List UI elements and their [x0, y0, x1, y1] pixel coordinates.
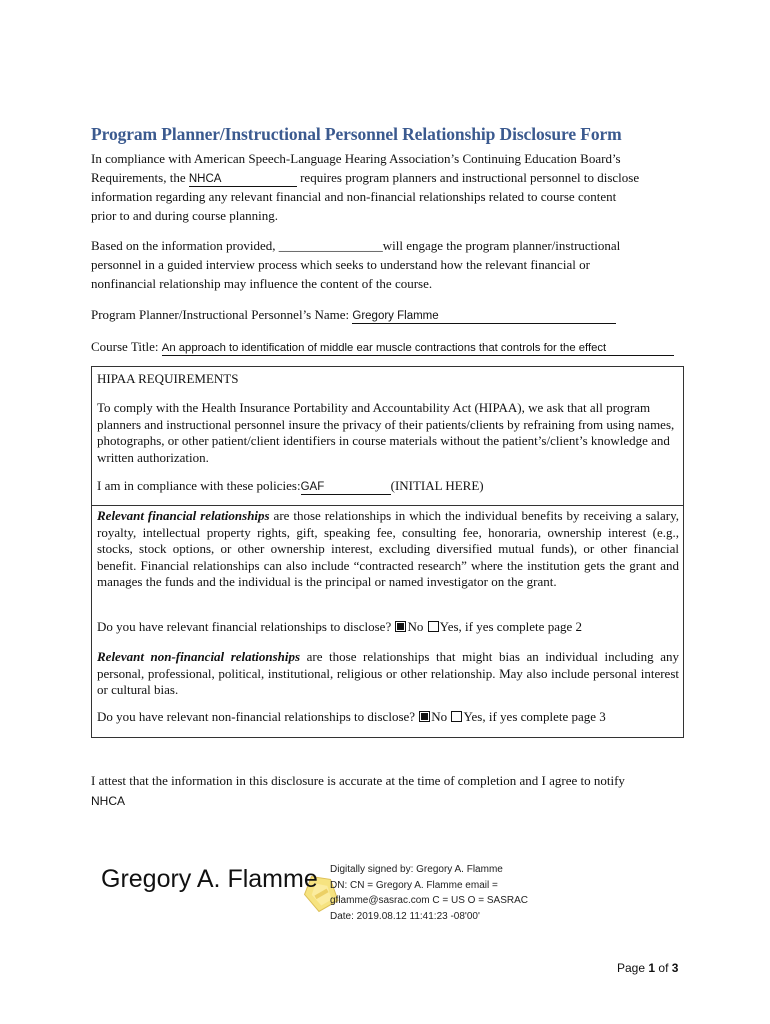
- financial-body: are those relationships in which the individual benefits by receiving a salary, royalty, intellectual property rights, gift, speaking fee, consulting fee, honoraria, ownership interest (e.g., stocks, stock options, or other ownership interest, excluding diversified mutual funds), or other financial benefit. Financial relationships can also include “contracted research” where the institution gets the grant and manages the funds and the individual is the principal or named investigator on the grant.: [97, 508, 679, 589]
- nonfinancial-no-checkbox[interactable]: [419, 711, 430, 722]
- intro-line-3: information regarding any relevant financial and non-financial relationships related to course content: [91, 189, 617, 204]
- attest-statement: [91, 771, 681, 811]
- name-field-label: Program Planner/Instructional Personnel’s Name:: [91, 307, 350, 322]
- financial-no-label: No: [407, 619, 424, 634]
- nonfinancial-question: Do you have relevant non-financial relationships to disclose?: [97, 709, 416, 724]
- intro-line-2: Requirements, the NHCA requires program planners and instructional personnel to disclose: [91, 170, 640, 185]
- nonfinancial-paragraph: [97, 649, 679, 699]
- based-line-2: personnel in a guided interview process which seeks to understand how the relevant financial or: [91, 257, 590, 272]
- name-field-value: Gregory Flamme: [352, 310, 439, 322]
- nonfinancial-term: Relevant non-financial relationships: [97, 649, 301, 664]
- nonfinancial-body: are those relationships that might bias an individual including any personal, professional, political, institutional, religious or other relationship. May also include personal interest or cultural bias.: [97, 649, 679, 697]
- box-divider: [92, 505, 683, 506]
- financial-yes-label: Yes, if yes complete page 2: [439, 619, 582, 634]
- course-title-field[interactable]: [162, 340, 674, 356]
- course-field-label: Course Title:: [91, 339, 159, 354]
- financial-yes-checkbox[interactable]: [428, 621, 439, 632]
- based-line-3: nonfinancial relationship may influence the content of the course.: [91, 276, 433, 291]
- page-footer: [617, 961, 678, 975]
- financial-question-row: [97, 619, 679, 636]
- provider-value: NHCA: [188, 173, 222, 185]
- course-field-row: [91, 337, 691, 356]
- footer-page-total: 3: [671, 961, 679, 975]
- attest-text: I attest that the information in this disclosure is accurate at the time of completion and I agree to notify: [91, 773, 625, 788]
- nonfinancial-no-label: No: [431, 709, 448, 724]
- hipaa-heading: HIPAA REQUIREMENTS: [97, 371, 239, 386]
- name-field[interactable]: [352, 308, 616, 324]
- nonfinancial-yes-checkbox[interactable]: [451, 711, 462, 722]
- nonfinancial-yes-label: Yes, if yes complete page 3: [463, 709, 606, 724]
- footer-page-word: Page: [617, 961, 646, 975]
- compliance-label: I am in compliance with these policies:: [97, 478, 301, 493]
- based-paragraph: [91, 236, 681, 293]
- financial-no-checkbox[interactable]: [395, 621, 406, 632]
- requirements-box: [91, 366, 684, 738]
- footer-of-word: of: [658, 961, 669, 975]
- initials-field[interactable]: [301, 479, 391, 495]
- name-field-row: [91, 305, 681, 324]
- footer-page-number: 1: [648, 961, 656, 975]
- digital-signature-details: [330, 862, 528, 924]
- signature-line-1: Digitally signed by: Gregory A. Flamme: [330, 864, 503, 875]
- signature-line-2: DN: CN = Gregory A. Flamme email =: [330, 879, 498, 891]
- signature-line-3: gflamme@sasrac.com C = US O = SASRAC: [330, 895, 528, 906]
- based-line-1: Based on the information provided, ________________will engage the program planner/instructional: [91, 238, 621, 253]
- financial-paragraph: [97, 508, 679, 591]
- signature-line-4: Date: 2019.08.12 11:41:23 -08'00': [330, 910, 480, 922]
- initial-here-label: (INITIAL HERE): [390, 478, 484, 493]
- provider-field[interactable]: [189, 171, 297, 187]
- course-title-value: An approach to identification of middle ear muscle contractions that controls for the effect: [161, 342, 607, 354]
- intro-line-1: In compliance with American Speech-Language Hearing Association’s Continuing Education Board’s: [91, 151, 621, 166]
- financial-question: Do you have relevant financial relationships to disclose?: [97, 619, 392, 634]
- initials-value: GAF: [300, 481, 325, 493]
- hipaa-body: To comply with the Health Insurance Portability and Accountability Act (HIPAA), we ask that all program planners and instructional personnel insure the privacy of their patients/clients by refraining from using names, photographs, or other patient/client identifiers in course materials without the patient’s/client’s knowledge and written authorization.: [97, 400, 675, 465]
- intro-line-4: prior to and during course planning.: [91, 208, 279, 223]
- intro-paragraph: [91, 149, 681, 225]
- signature-name: Gregory A. Flamme: [101, 865, 318, 893]
- hipaa-compliance-row: [97, 478, 679, 495]
- attest-org: NHCA: [91, 794, 126, 808]
- form-title: Program Planner/Instructional Personnel Relationship Disclosure Form: [91, 124, 622, 144]
- nonfinancial-question-row: [97, 709, 679, 726]
- financial-term: Relevant financial relationships: [97, 508, 270, 523]
